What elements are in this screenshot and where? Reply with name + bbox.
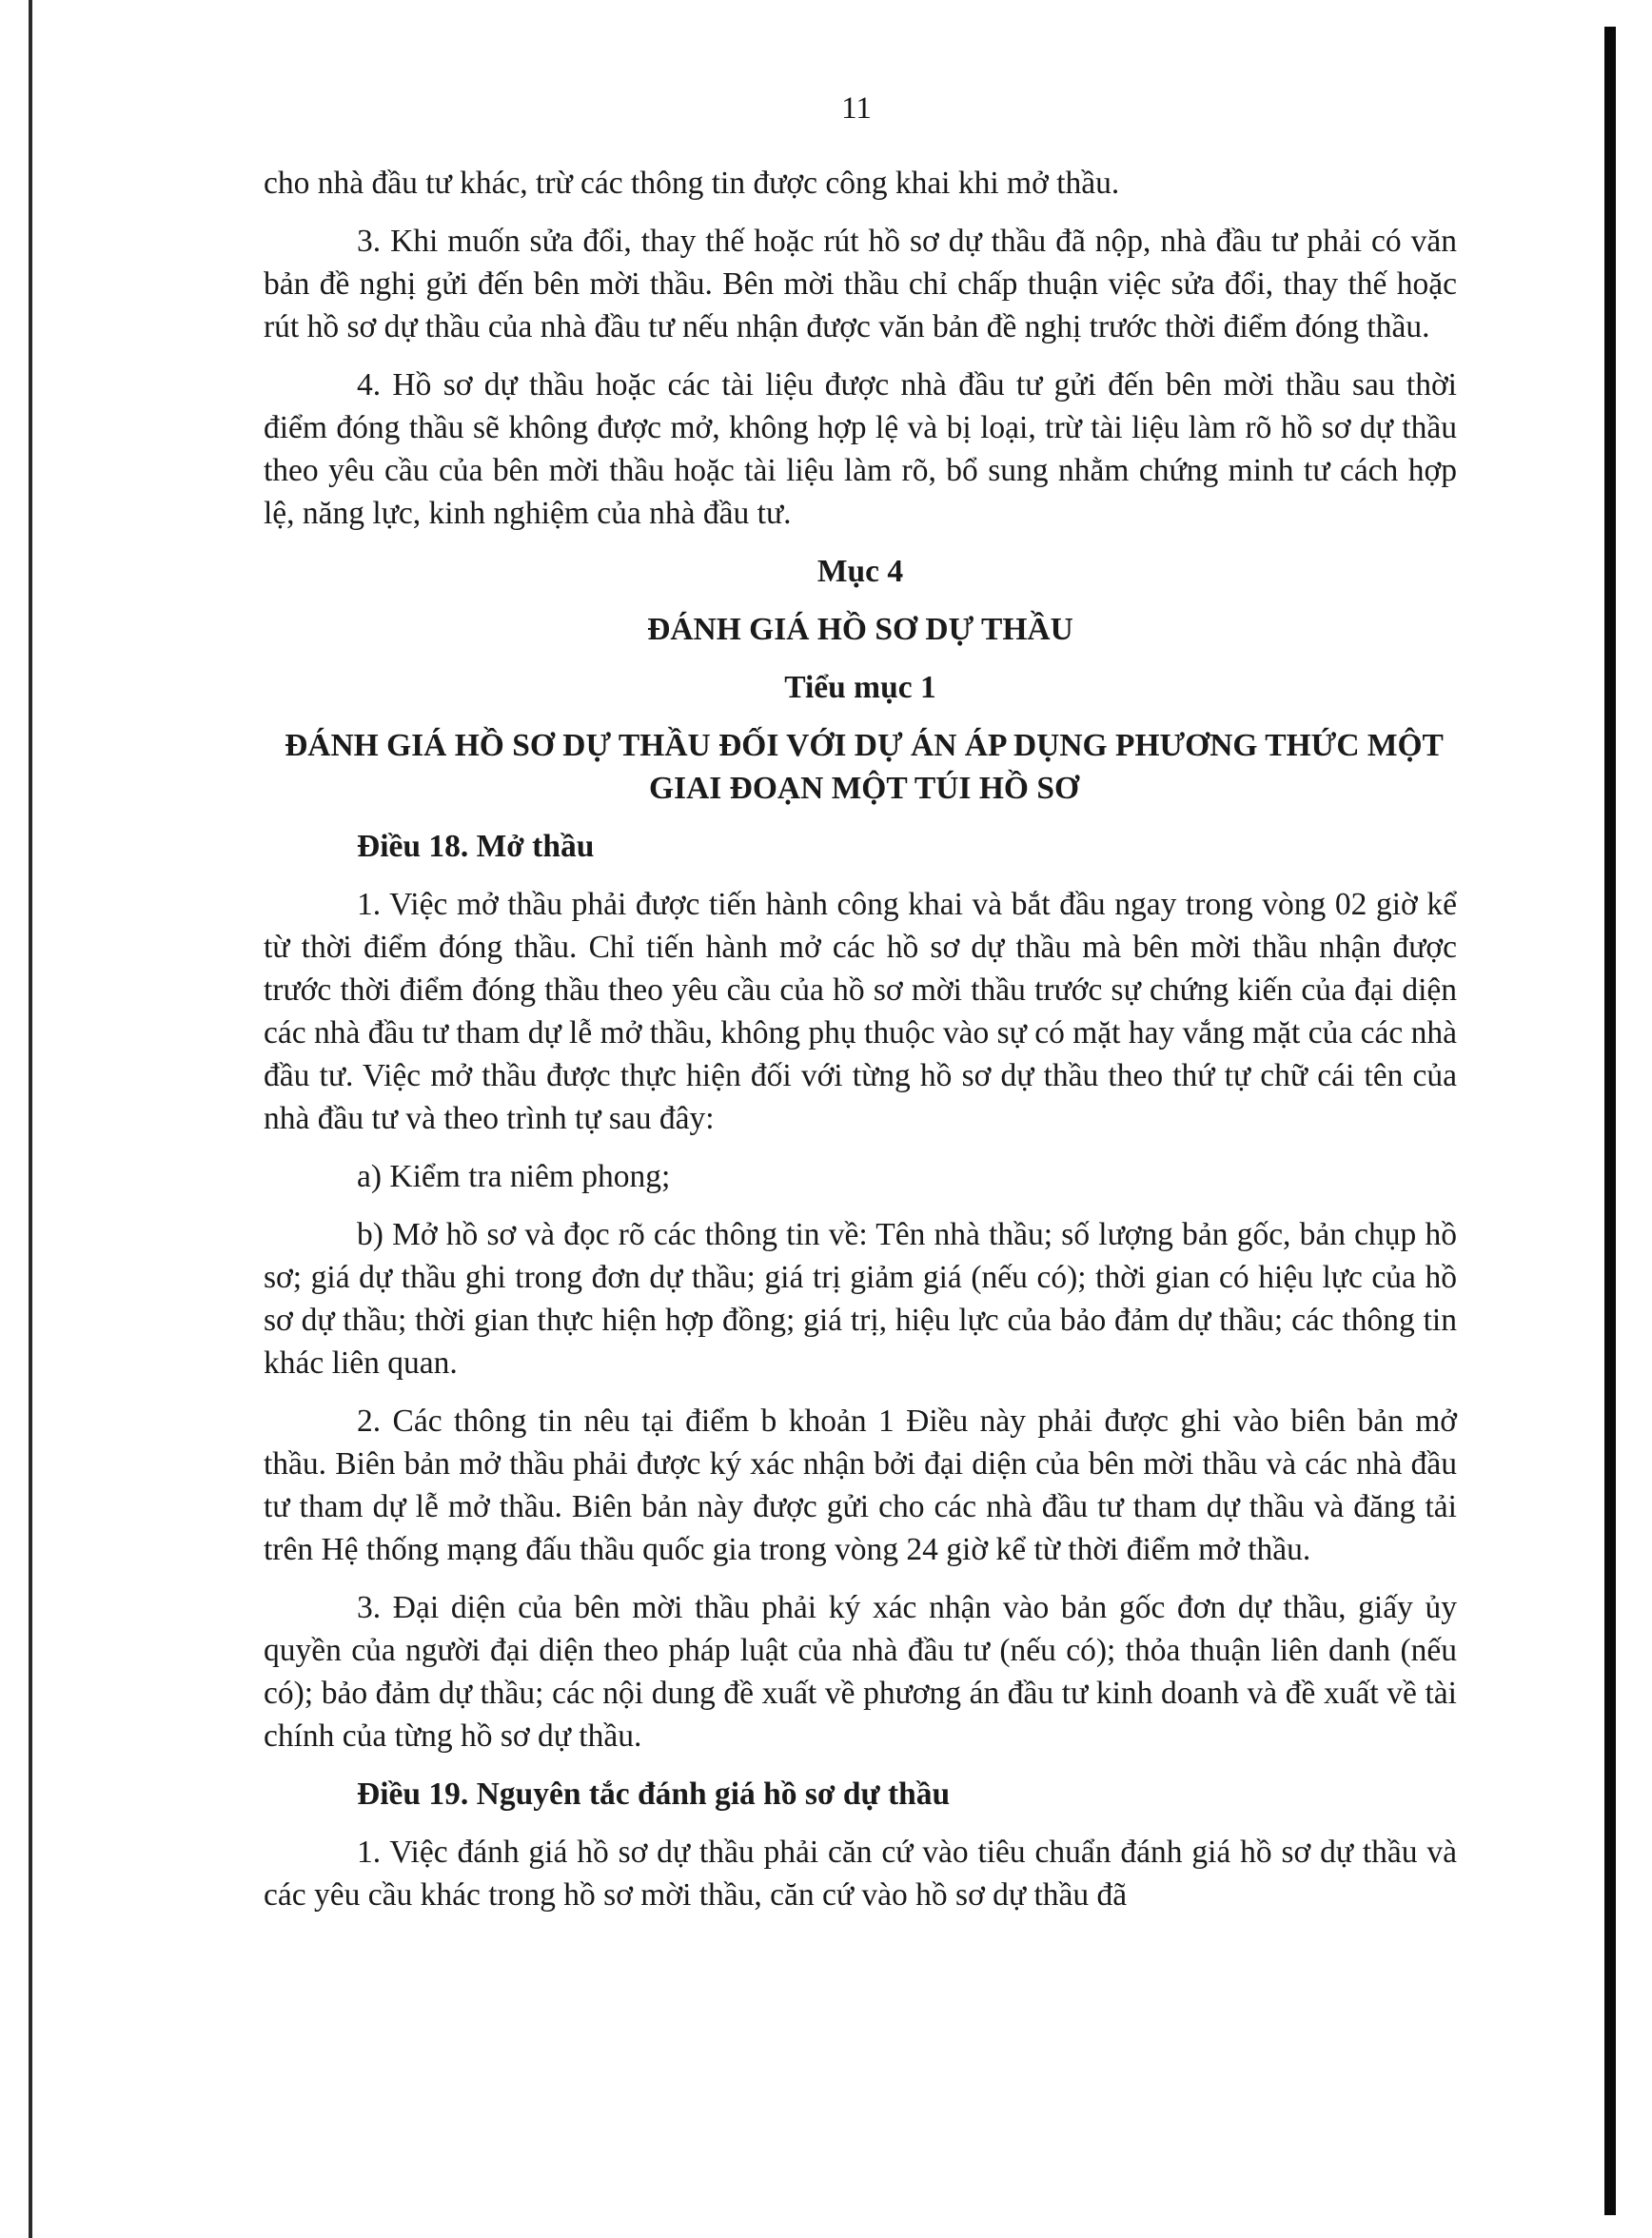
section-title: ĐÁNH GIÁ HỒ SƠ DỰ THẦU xyxy=(647,612,1073,647)
paragraph-4: 4. Hồ sơ dự thầu hoặc các tài liệu được nhà đầu tư gửi đến bên mời thầu sau thời điểm đóng thầu sẽ không được mở, không hợp lệ và bị loại, trừ tài liệu làm rõ hồ sơ dự thầu theo yêu cầu của bên mời thầu hoặc tài liệu làm rõ, bổ sung nhằm chứng minh tư cách hợp lệ, năng lực, kinh nghiệm của nhà đầu tư. xyxy=(264,367,1457,531)
page-number: 11 xyxy=(841,91,872,126)
document-body xyxy=(264,162,1457,1932)
scan-edge-right xyxy=(1604,27,1616,2215)
subsection-label: Tiểu mục 1 xyxy=(784,670,936,705)
article-18-paragraph-3: 3. Đại diện của bên mời thầu phải ký xác nhận vào bản gốc đơn dự thầu, giấy ủy quyền của người đại diện theo pháp luật của nhà đầu tư (nếu có); thỏa thuận liên danh (nếu có); bảo đảm dự thầu; các nội dung đề xuất về phương án đầu tư kinh doanh và đề xuất về tài chính của từng hồ sơ dự thầu. xyxy=(264,1590,1457,1754)
paragraph-continuation: cho nhà đầu tư khác, trừ các thông tin được công khai khi mở thầu. xyxy=(264,166,1120,201)
scan-edge-left xyxy=(29,0,32,2238)
paragraph-3: 3. Khi muốn sửa đổi, thay thế hoặc rút hồ sơ dự thầu đã nộp, nhà đầu tư phải có văn bản đề nghị gửi đến bên mời thầu. Bên mời thầu chỉ chấp thuận việc sửa đổi, thay thế hoặc rút hồ sơ dự thầu của nhà đầu tư nếu nhận được văn bản đề nghị trước thời điểm đóng thầu. xyxy=(264,224,1457,344)
subsection-title: ĐÁNH GIÁ HỒ SƠ DỰ THẦU ĐỐI VỚI DỰ ÁN ÁP DỤNG PHƯƠNG THỨC MỘT GIAI ĐOẠN MỘT TÚI HỒ SƠ xyxy=(285,728,1444,806)
section-label: Mục 4 xyxy=(816,554,904,589)
article-18-paragraph-2: 2. Các thông tin nêu tại điểm b khoản 1 Điều này phải được ghi vào biên bản mở thầu. Biên bản mở thầu phải được ký xác nhận bởi đại diện của bên mời thầu và các nhà đầu tư tham dự lễ mở thầu. Biên bản này được gửi cho các nhà đầu tư tham dự thầu và đăng tải trên Hệ thống mạng đấu thầu quốc gia trong vòng 24 giờ kể từ thời điểm mở thầu. xyxy=(264,1404,1457,1567)
article-18-title: Điều 18. Mở thầu xyxy=(357,829,595,864)
article-19-paragraph-1: 1. Việc đánh giá hồ sơ dự thầu phải căn cứ vào tiêu chuẩn đánh giá hồ sơ dự thầu và các yêu cầu khác trong hồ sơ mời thầu, căn cứ vào hồ sơ dự thầu đã xyxy=(264,1835,1457,1913)
article-18-item-b: b) Mở hồ sơ và đọc rõ các thông tin về: Tên nhà thầu; số lượng bản gốc, bản chụp hồ sơ; giá dự thầu ghi trong đơn dự thầu; giá trị giảm giá (nếu có); thời gian có hiệu lực của hồ sơ dự thầu; thời gian thực hiện hợp đồng; giá trị, hiệu lực của bảo đảm dự thầu; các thông tin khác liên quan. xyxy=(264,1217,1457,1381)
article-18-item-a: a) Kiểm tra niêm phong; xyxy=(357,1159,671,1194)
article-19-title: Điều 19. Nguyên tắc đánh giá hồ sơ dự thầu xyxy=(357,1777,951,1812)
article-18-paragraph-1: 1. Việc mở thầu phải được tiến hành công khai và bắt đầu ngay trong vòng 02 giờ kể từ thời điểm đóng thầu. Chỉ tiến hành mở các hồ sơ dự thầu mà bên mời thầu nhận được trước thời điểm đóng thầu theo yêu cầu của hồ sơ mời thầu trước sự chứng kiến của đại diện các nhà đầu tư tham dự lễ mở thầu, không phụ thuộc vào sự có mặt hay vắng mặt của các nhà đầu tư. Việc mở thầu được thực hiện đối với từng hồ sơ dự thầu theo thứ tự chữ cái tên của nhà đầu tư và theo trình tự sau đây: xyxy=(264,887,1457,1136)
